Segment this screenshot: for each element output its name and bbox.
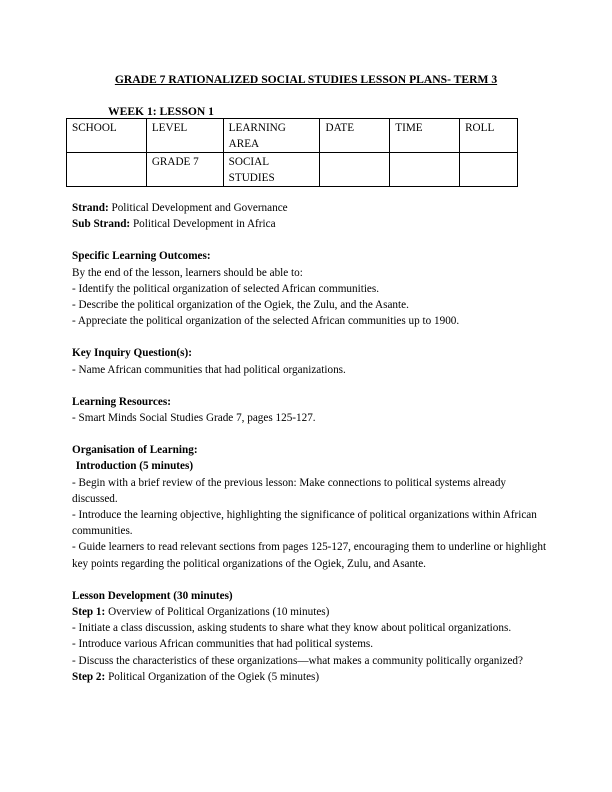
introduction-item: - Begin with a brief review of the previous lesson: Make connections to political systems already discussed. [72,476,507,505]
step2-label: Step 2: [72,670,106,683]
outcome-item: - Describe the political organization of the Ogiek, the Zulu, and the Asante. [72,299,409,312]
outcomes-heading-text: Specific Learning Outcomes: [72,250,211,263]
spacer [72,329,547,345]
table-header-cell: SCHOOL [67,119,147,153]
sub-strand-value: Political Development in Africa [130,218,276,231]
sub-strand-line [72,216,547,232]
organisation-heading-text: Organisation of Learning: [72,444,198,457]
lesson-content [72,200,547,685]
table-cell-time [390,153,460,187]
strand-value: Political Development and Governance [108,202,288,214]
table-cell-school [67,153,147,187]
table-cell-date [320,153,390,187]
inquiry-item: - Name African communities that had political organizations. [72,363,346,376]
inquiry-heading [72,345,547,361]
step1-label: Step 1: [72,606,106,619]
spacer [72,572,547,588]
introduction-heading [72,458,547,474]
step2-line [72,669,547,685]
organisation-heading [72,442,547,458]
table-header-row [67,119,518,153]
resources-heading [72,394,547,410]
development-heading [72,588,547,604]
strand-label: Strand: [72,202,109,214]
introduction-heading-text: Introduction (5 minutes) [75,460,194,473]
step2-value: Political Organization of the Ogiek (5 minutes) [105,670,320,683]
introduction-item: - Guide learners to read relevant sections from pages 125-127, encouraging them to underline or highlight key points regarding the political organizations of the Ogiek, Zulu, and Asante. [72,541,547,570]
table-header-cell: LEVEL [146,119,223,153]
table-cell-level: GRADE 7 [146,153,223,187]
step1-item: - Discuss the characteristics of these organizations—what makes a community politically organized? [72,654,523,667]
development-heading-text: Lesson Development (30 minutes) [72,589,233,602]
spacer [72,426,547,442]
table-header-cell: TIME [390,119,460,153]
table-cell-roll [460,153,518,187]
outcomes-intro: By the end of the lesson, learners should be able to: [72,266,303,279]
outcome-item: - Appreciate the political organization of the selected African communities up to 1900. [72,315,460,328]
resource-item: - Smart Minds Social Studies Grade 7, pages 125-127. [72,412,316,425]
table-header-cell: ROLL [460,119,518,153]
outcomes-heading [72,248,547,264]
week-label: WEEK 1: LESSON 1 [108,105,214,118]
lesson-info-table [66,118,518,187]
spacer [72,378,547,394]
inquiry-heading-text: Key Inquiry Question(s): [72,347,192,360]
document-title: GRADE 7 RATIONALIZED SOCIAL STUDIES LESSON PLANS- TERM 3 [114,73,498,86]
resources-heading-text: Learning Resources: [72,395,171,408]
table-row [67,153,518,187]
spacer [72,232,547,248]
table-header-cell: DATE [320,119,390,153]
table-header-cell: LEARNING AREA [223,119,320,153]
step1-item: - Introduce various African communities that had political systems. [72,638,374,651]
sub-strand-label: Sub Strand: [72,218,131,231]
step1-value: Overview of Political Organizations (10 minutes) [105,606,330,619]
step1-line [72,604,547,620]
table-cell-learning-area: SOCIAL STUDIES [223,153,320,187]
introduction-item: - Introduce the learning objective, highlighting the significance of political organizations within African communities. [72,509,537,538]
outcome-item: - Identify the political organization of selected African communities. [72,282,380,295]
step1-item: - Initiate a class discussion, asking students to share what they know about political organizations. [72,622,512,635]
strand-line [72,200,547,216]
